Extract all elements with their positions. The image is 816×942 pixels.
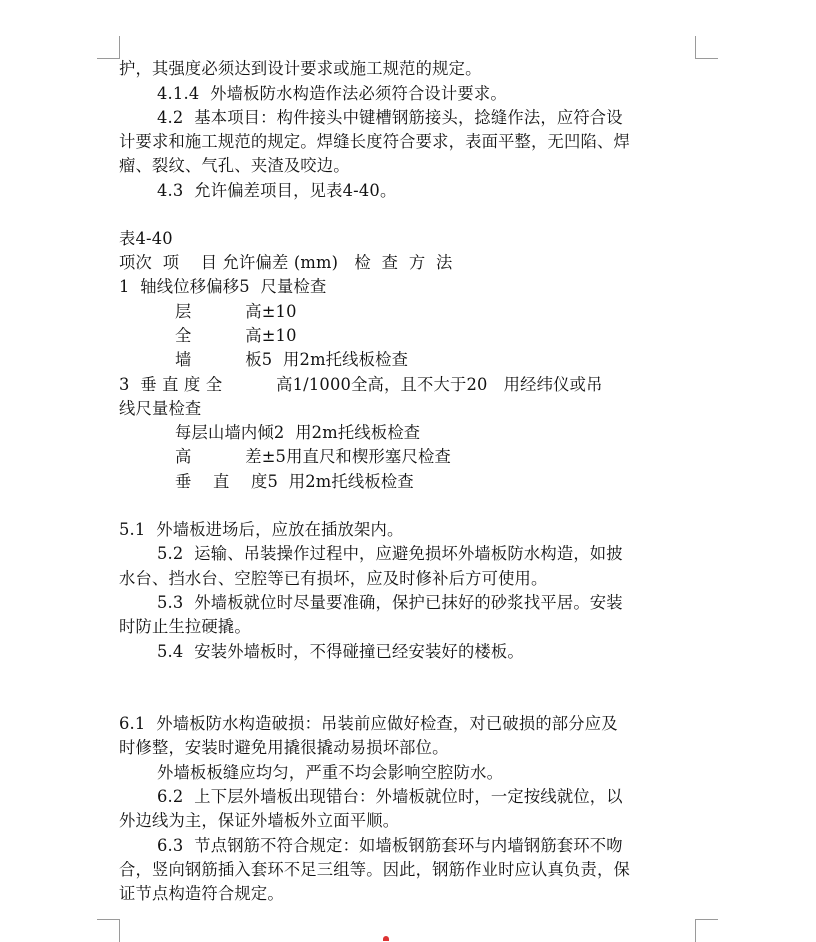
text-line: 6.1 外墙板防水构造破损：吊装前应做好检查，对已破损的部分应及 [119,714,618,733]
table-row: 层 高±10 [175,302,297,321]
corner-mark-bottom-right [695,919,718,942]
text-line: 计要求和施工规范的规定。焊缝长度符合要求，表面平整，无凹陷、焊 [119,132,630,151]
text-line: 6.3 节点钢筋不符合规定：如墙板钢筋套环与内墙钢筋套环不吻 [157,836,623,855]
table-row: 线尺量检查 [119,399,202,418]
text-line: 4.2 基本项目：构件接头中键槽钢筋接头，捻缝作法，应符合设 [157,108,623,127]
text-line: 水台、挡水台、空腔等已有损坏，应及时修补后方可使用。 [119,569,548,588]
table-row: 1 轴线位移偏移5 尺量检查 [119,277,327,296]
table-row: 垂 直 度5 用2m托线板检查 [175,472,414,491]
text-line: 时防止生拉硬撬。 [119,617,251,636]
text-line: 瘤、裂纹、气孔、夹渣及咬边。 [119,156,350,175]
text-line: 外边线为主，保证外墙板外立面平顺。 [119,811,400,830]
table-row: 3 垂 直 度 全 高1/1000全高，且不大于20 用经纬仪或吊 [119,375,603,394]
cursor-marker [383,936,389,941]
table-header: 项次 项 目 允许偏差 (mm) 检 查 方 法 [119,253,453,272]
text-line: 5.4 安装外墙板时，不得碰撞已经安装好的楼板。 [157,642,524,661]
corner-mark-top-left [97,36,120,59]
table-row: 每层山墙内倾2 用2m托线板检查 [175,423,421,442]
corner-mark-top-right [695,36,718,59]
corner-mark-bottom-left [97,919,120,942]
table-row: 墙 板5 用2m托线板检查 [175,350,409,369]
text-line: 外墙板板缝应均匀，严重不均会影响空腔防水。 [157,763,504,782]
text-line: 4.1.4 外墙板防水构造作法必须符合设计要求。 [157,84,507,103]
text-line: 5.3 外墙板就位时尽量要准确，保护已抹好的砂浆找平居。安装 [157,593,623,612]
text-line: 合，竖向钢筋插入套环不足三组等。因此，钢筋作业时应认真负责，保 [119,860,630,879]
table-row: 高 差±5用直尺和楔形塞尺检查 [175,447,451,466]
text-line: 5.2 运输、吊装操作过程中，应避免损坏外墙板防水构造，如披 [157,544,623,563]
text-line: 5.1 外墙板进场后，应放在插放架内。 [119,520,404,539]
text-line: 护，其强度必须达到设计要求或施工规范的规定。 [119,59,482,78]
table-caption: 表4-40 [119,229,173,248]
table-row: 全 高±10 [175,326,297,345]
text-line: 6.2 上下层外墙板出现错台：外墙板就位时，一定按线就位，以 [157,787,623,806]
text-line: 4.3 允许偏差项目，见表4-40。 [157,181,397,200]
text-line: 时修整，安装时避免用撬很撬动易损坏部位。 [119,738,449,757]
text-line: 证节点构造符合规定。 [119,884,284,903]
